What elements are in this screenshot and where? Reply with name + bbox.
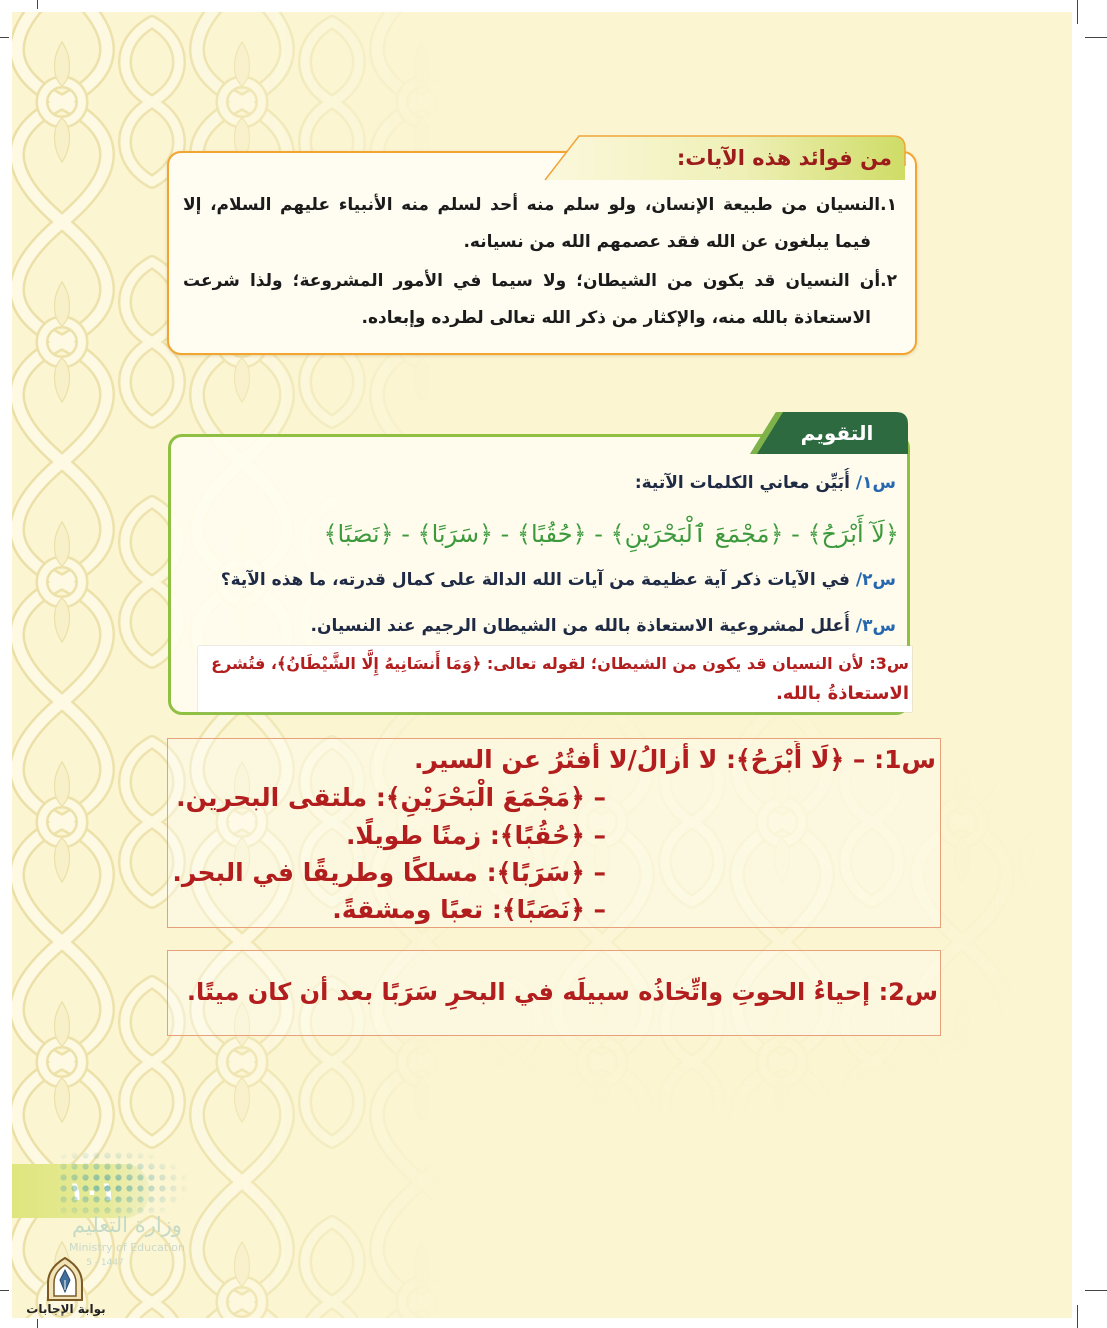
quran-words-line: ﴿لَآ أَبْرَحُ﴾ - ﴿مَجْمَعَ ٱلْبَحْرَيْنِ﴾ - ﴿حُقُبًا﴾ - ﴿سَرَبًا﴾ - ﴿نَصَبًا﴾ <box>323 520 899 548</box>
answer-2-line <box>176 966 938 1018</box>
question-number: س٢/ <box>855 570 896 590</box>
answer-label: س3: <box>869 654 909 673</box>
ministry-name-english: Ministry of Education <box>68 1241 185 1254</box>
site-name: بوابة الإجابات <box>26 1302 106 1316</box>
answer-text: لأن النسيان قد يكون من الشيطان؛ لقوله تعالى: ﴿وَمَا أَنسَانِيهُ إِلَّا الشَّيْطَانُ﴾، فتُشرع <box>211 654 864 673</box>
answer-3-line <box>206 648 909 679</box>
answer-text: إحياءُ الحوتِ واتِّخاذُه سبيلَه في البحرِ سَرَبًا بعد أن كان ميتًا. <box>186 978 871 1006</box>
crop-mark <box>1085 37 1107 38</box>
crop-mark <box>1077 0 1078 24</box>
answer-1-line: – ﴿مَجْمَعَ الْبَحْرَيْنِ﴾: ملتقى البحرين. <box>176 783 606 812</box>
answer-1-line: – ﴿نَصَبًا﴾: تعبًا ومشقةً. <box>332 895 606 924</box>
crop-mark <box>37 0 38 9</box>
ministry-name-arabic: وزارة التعليم <box>72 1213 182 1237</box>
question-number: س٣/ <box>855 616 896 636</box>
question-text: في الآيات ذكر آية عظيمة من آيات الله الدالة على كمال قدرته، ما هذه الآية؟ <box>220 570 850 590</box>
edition-year: 5 - 1447 <box>86 1258 124 1268</box>
mosque-arch-icon <box>42 1256 88 1302</box>
crop-mark <box>0 37 9 38</box>
question-1 <box>215 468 896 498</box>
crop-mark <box>0 1290 9 1291</box>
answer-1-line <box>172 741 936 779</box>
benefits-title: من فوائد هذه الآيات: <box>676 146 892 170</box>
crop-mark <box>1077 1305 1078 1328</box>
question-3 <box>215 611 896 641</box>
question-text: أُعلل لمشروعية الاستعاذة بالله من الشيطان الرجيم عند النسيان. <box>310 616 850 636</box>
question-2 <box>215 565 896 595</box>
answer-1-line: – ﴿سَرَبًا﴾: مسلكًا وطريقًا في البحر. <box>172 858 606 887</box>
answer-label: س1: <box>874 745 936 774</box>
benefit-item: ٢.أن النسيان قد يكون من الشيطان؛ ولا سيما في الأمور المشروعة؛ ولذا شرعت الاستعاذة بالله منه، والإكثار من ذكر الله تعالى لطرده وإبعاده. <box>183 271 897 328</box>
benefit-item: ١.النسيان من طبيعة الإنسان، ولو سلم منه أحد لسلم منه الأنبياء عليهم السلام، إلا فيما يبلغون عن الله فقد عصمهم الله من نسيانه. <box>183 195 897 252</box>
crop-mark <box>37 1319 38 1328</box>
answer-3-line: الاستعاذةُ بالله. <box>775 683 909 704</box>
question-number: س١/ <box>855 473 896 493</box>
evaluation-title: التقويم <box>800 421 874 445</box>
answer-label: س2: <box>878 978 938 1006</box>
crop-mark <box>1085 1290 1107 1291</box>
question-text: أُبَيِّن معاني الكلمات الآتية: <box>634 473 850 493</box>
benefits-list <box>183 187 897 339</box>
answer-1-line: – ﴿حُقُبًا﴾: زمنًا طويلًا. <box>345 821 606 850</box>
dots-logo-icon <box>58 1150 198 1214</box>
answer-text: – ﴿لَا أَبْرَحُ﴾: لا أزالُ/لا أفتُرُ عن السير. <box>414 745 866 774</box>
